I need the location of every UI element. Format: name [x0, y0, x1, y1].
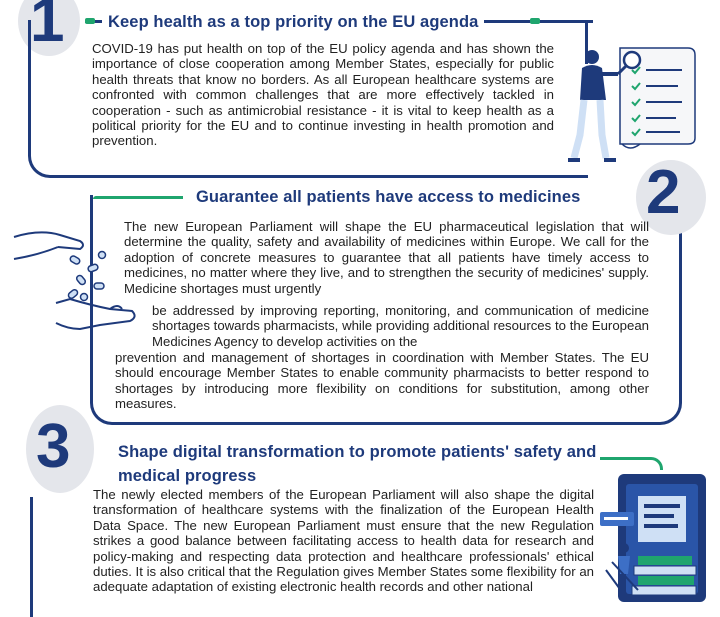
section-2-body-part-3: prevention and management of shortages in coordination with Member States. The EU should encourage Member States to enable community pharmacists to better respond to shortages by introducing more flexibility on conditions for substitution, among other measures.	[115, 350, 649, 412]
person-with-checklist-icon	[560, 40, 710, 175]
section-3-frame-left	[30, 497, 33, 617]
section-1-heading: Keep health as a top priority on the EU agenda	[102, 13, 484, 32]
section-2-frame-top-green	[93, 196, 183, 199]
section-number-1: 1	[30, 0, 65, 55]
hand-with-pills-icon	[10, 225, 140, 335]
section-3-heading: Shape digital transformation to promote patients' safety and medical progress	[118, 443, 597, 485]
section-2-heading: Guarantee all patients have access to medicines	[190, 188, 586, 207]
section-2-number: 2	[646, 158, 681, 227]
section-2-body-part-1: The new European Parliament will shape the EU pharmaceutical legislation that will determine the quality, safety and availability of medicines within Europe. We call for the adoption of concrete measures to guarantee that all patients have timely access to medicines, no matter where they live, and to strengthen the security of medicines' supply. Medicine shortages must urgently	[124, 219, 649, 296]
section-3-body: The newly elected members of the European Parliament will also shape the digital transformation of healthcare systems with the finalization of the European Health Data Space. The new European Parliament must ensure that the new Regulation strikes a good balance between facilitating access to health data for research and policy-making and respecting data protection and healthcare professionals' ethical duties. It is also critical that the Regulation gives Member States some flexibility for an adequate adaptation of existing electronic health records and other national	[93, 487, 594, 595]
heading-1-accent-left	[85, 18, 95, 24]
digital-screen-with-person-icon	[598, 470, 713, 607]
section-1-body: COVID-19 has put health on top of the EU policy agenda and has shown the importance of close cooperation among Member States, especially for public health threats that know no borders. As all European healthcare systems are confronted with common challenges that are more effectively tackled in cooperation - such as antimicrobial resistance - it is vital to keep health as a political priority for the EU and to continue investing in health promotion and prevention.	[92, 41, 554, 149]
section-2-body-part-2: be addressed by improving reporting, monitoring, and communication of medicine shortages towards pharmacists, while providing additional resources to the European Medicines Agency to develop activities on the	[152, 303, 649, 349]
section-3-number: 3	[36, 412, 71, 481]
heading-1-accent-right	[530, 18, 540, 24]
